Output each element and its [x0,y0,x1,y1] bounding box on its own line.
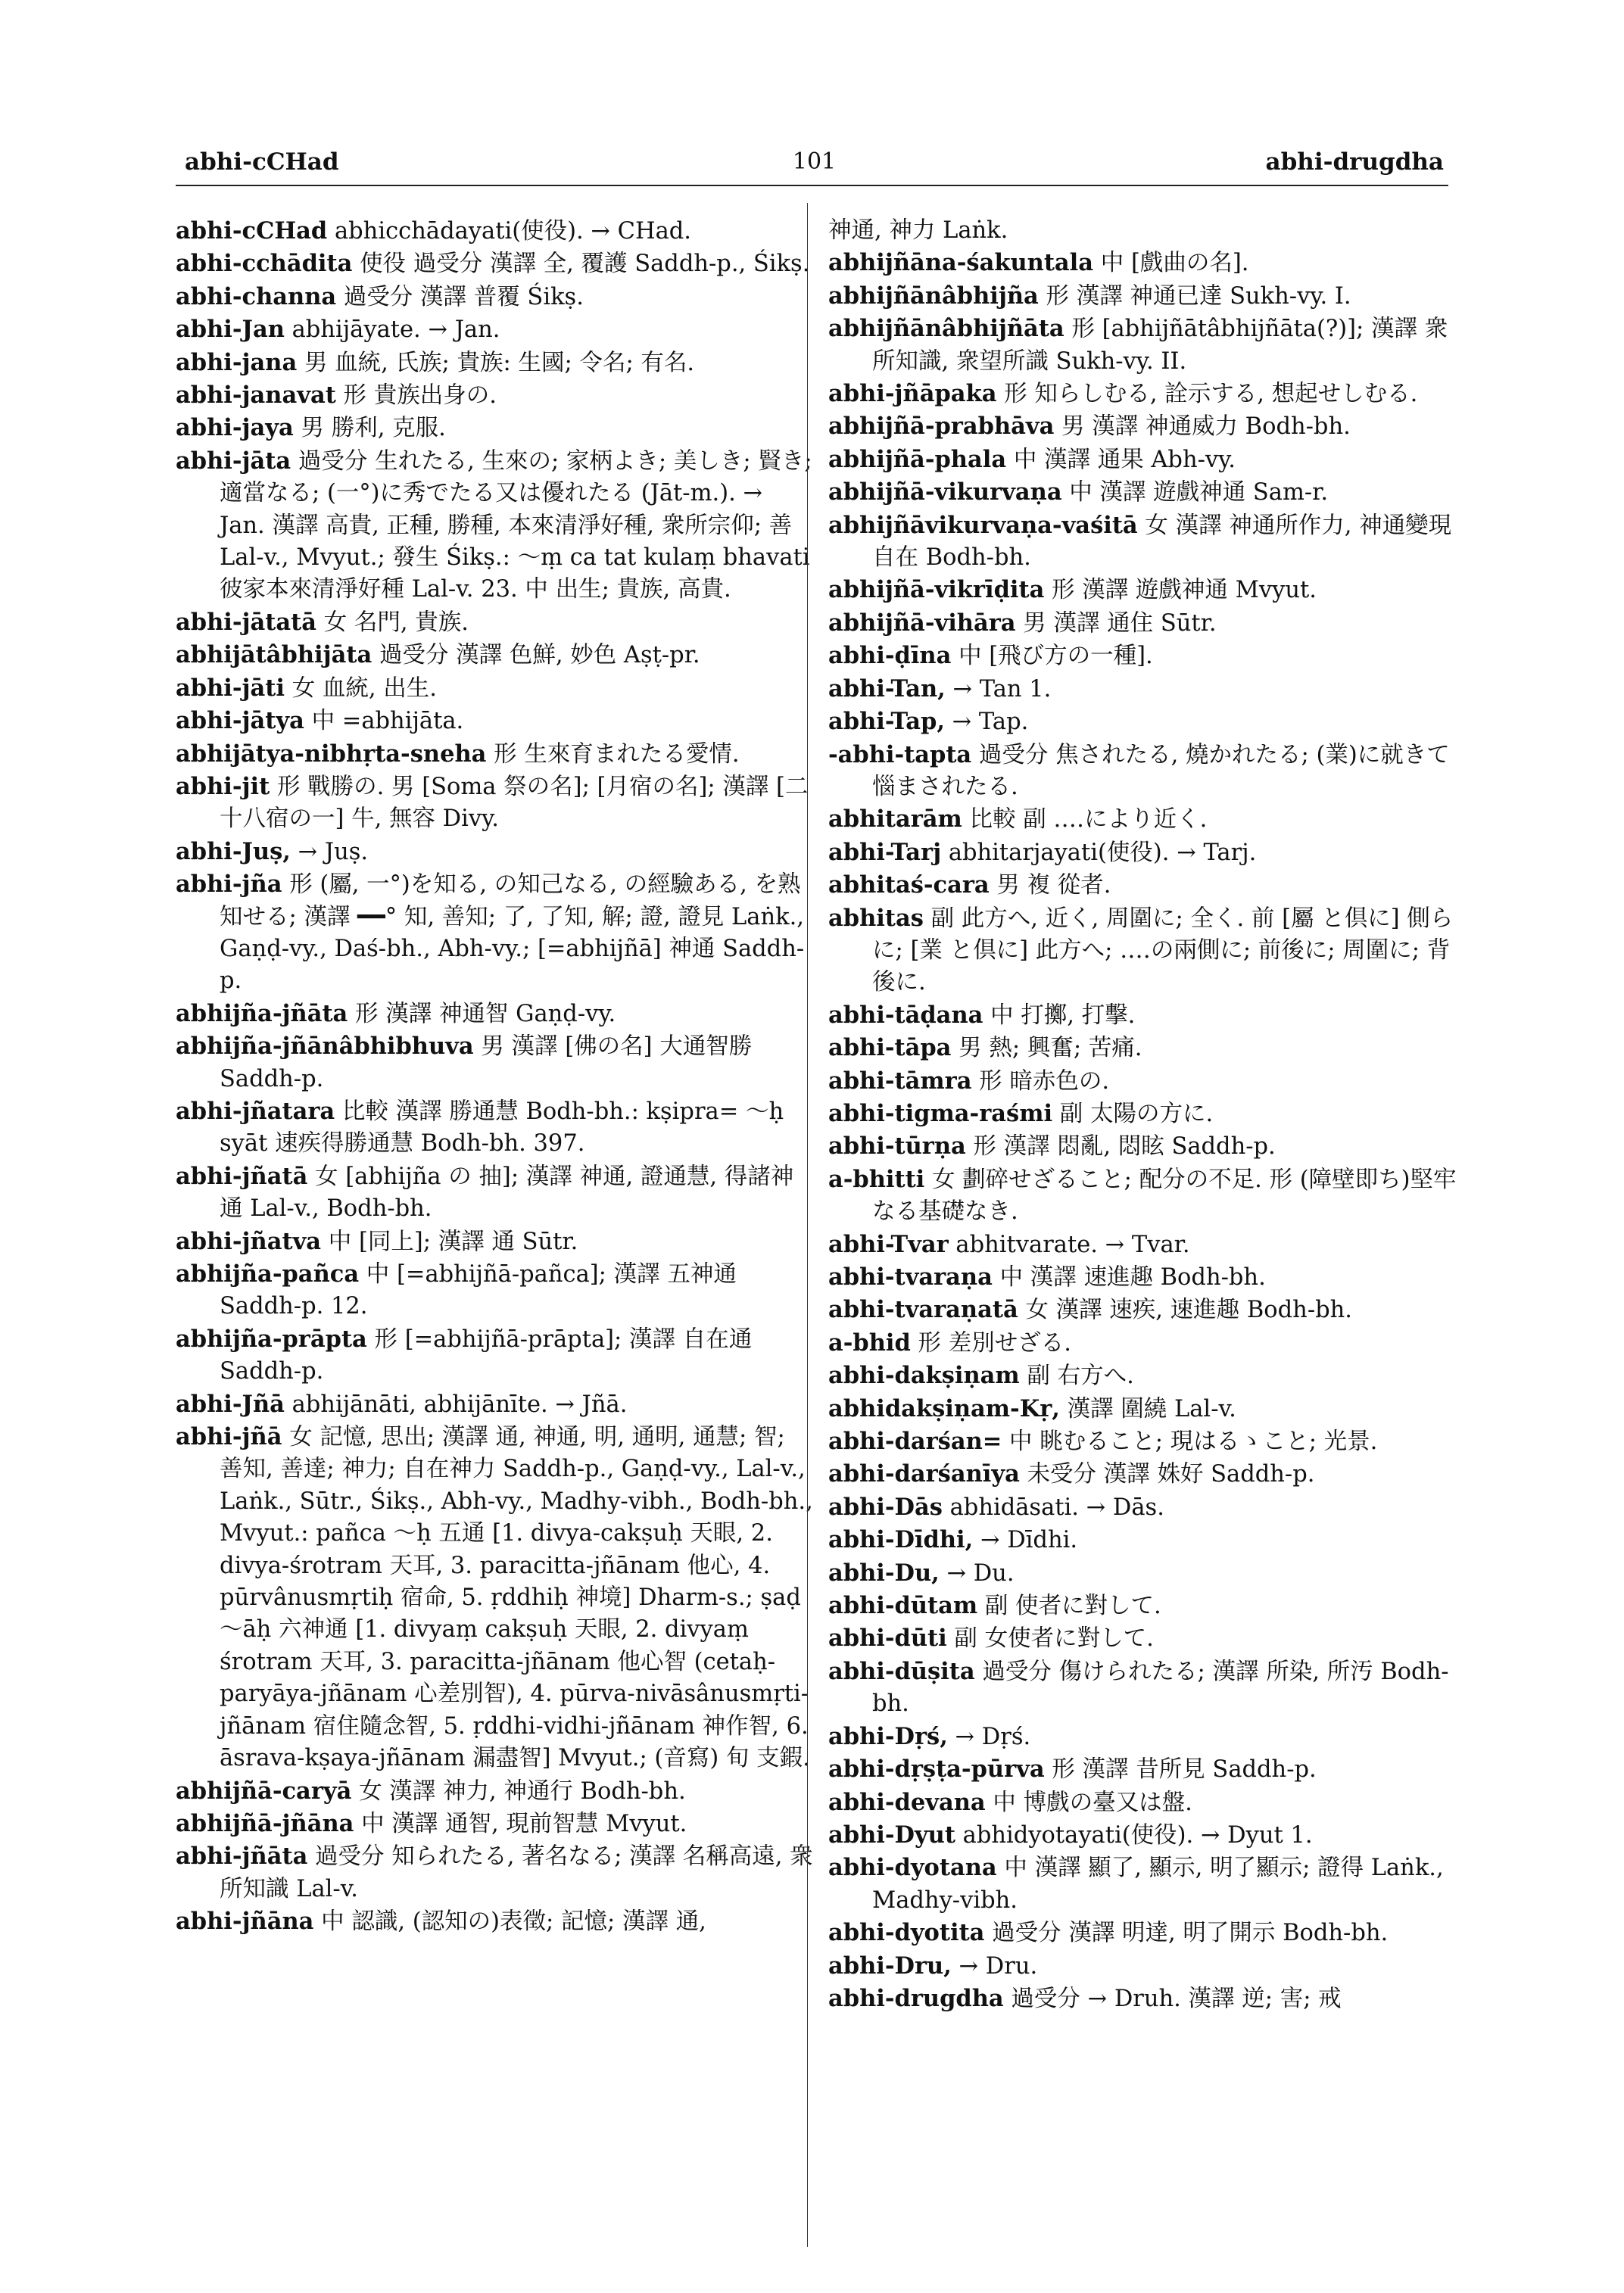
dictionary-entry [176,639,815,671]
entry-definition: 女 漢譯 神通所作力, 神通變現自在 Bodh-bh. [872,512,1452,572]
dictionary-entry [828,1294,1467,1326]
entry-definition: 中 博戲の臺又は盤. [993,1789,1192,1816]
entry-definition: 過受分 生れたる, 生來の; 家柄よき; 美しき; 賢き; 適當なる; (一°)に秀でたる又は優れたる (Jāt-m.). → Jan. 漢譯 高貴, 正種, 勝種, 本來清淨好種, 衆所宗仰; 善 Lal-v., Mvyut.; 發生 Śikṣ.: ～ṃ ca tat kulaṃ bhavati 彼家本來清淨好種 Lal-v. 23. 中 出生; 貴族, 高貴. [220,447,812,603]
headword: abhi-jit [176,772,270,800]
entry-definition: → Juṣ. [298,838,369,865]
headword: abhijñāna-śakuntala [828,249,1094,277]
entry-definition: 形 (屬, 一°)を知る, の知己なる, の經驗ある, を熟知せる; 漢譯 ━━° 知, 善知; 了, 了知, 解; 證, 證見 Laṅk., Gaṇḍ-vy., Daś-bh., Abh-vy.; [=abhijñā] 神通 Saddh-p. [220,871,805,995]
headword: abhidakṣiṇam-Kṛ, [828,1394,1060,1422]
dictionary-entry [828,444,1467,476]
headword: abhi-jana [176,348,298,376]
dictionary-entry [828,869,1467,902]
headword: abhi-jña [176,871,282,899]
dictionary-entry [828,1425,1467,1458]
entry-definition: 男 漢譯 [佛の名] 大通智勝 Saddh-p. [220,1033,753,1092]
dictionary-entry [176,313,815,346]
dictionary-entry [828,640,1467,672]
dictionary-entry [828,706,1467,738]
headword: abhi-jñāta [176,1843,308,1871]
entry-definition: 形 漢譯 神通智 Gaṇḍ-vy. [355,1000,616,1027]
headword: abhi-jaya [176,414,294,442]
headword: abhijātya-nibhṛta-sneha [176,740,487,768]
dictionary-entry [176,705,815,737]
entry-definition: 中 打擲, 打擊. [990,1002,1136,1029]
dictionary-entry [176,412,815,444]
dictionary-entry [176,1388,815,1421]
headword: abhi-Tan, [828,675,946,703]
headword: abhijñā-vikurvaṇa [828,478,1062,506]
entry-definition: 中 漢譯 通果 Abh-vy. [1013,446,1236,473]
header-first-headword: abhi-cCHad [185,148,339,176]
headword: abhi-Tarj [828,838,942,866]
headword: abhijñā-vikrīḍita [828,576,1045,604]
dictionary-entry [176,1840,815,1905]
entry-definition: 漢譯 圍繞 Lal-v. [1067,1395,1236,1422]
headword: abhi-jātatā [176,608,317,636]
dictionary-entry [828,215,1467,247]
headword: abhijñānâbhijña [828,282,1039,310]
dictionary-entry [828,1753,1467,1786]
dictionary-entry [828,1524,1467,1556]
headword: abhijñā-vihāra [828,609,1016,637]
headword: abhijñānâbhijñāta [828,315,1064,343]
dictionary-entry [176,1095,815,1161]
dictionary-entry [828,410,1467,443]
dictionary-entry [828,313,1467,378]
entry-definition: 形 差別せざる. [918,1329,1071,1357]
entry-definition: 過受分 漢譯 色鮮, 妙色 Aṣṭ-pr. [379,642,700,669]
header-rule [176,185,1448,186]
dictionary-entry [828,803,1467,836]
dictionary-entry [176,1323,815,1388]
entry-definition: abhijāyate. → Jan. [291,316,500,344]
dictionary-entry [828,673,1467,706]
entry-definition: 中 認識, (認知の)表徵; 記憶; 漢譯 通, [321,1908,706,1936]
entry-definition: 女 漢譯 神力, 神通行 Bodh-bh. [359,1777,686,1805]
entry-definition: 女 漢譯 速疾, 速進趣 Bodh-bh. [1025,1297,1352,1324]
entry-definition: 中 [同上]; 漢譯 通 Sūtr. [328,1228,578,1255]
entry-definition: 比較 漢譯 勝通慧 Bodh-bh.: kṣipra= ～ḥ syāt 速疾得勝通慧 Bodh-bh. 397. [220,1098,784,1157]
entry-definition: 男 複 從者. [996,872,1111,899]
entry-definition: 中 [=abhijñā-pañca]; 漢譯 五神通 Saddh-p. 12. [220,1261,737,1320]
dictionary-entry [176,445,815,606]
headword: abhi-dyotita [828,1919,985,1947]
entry-definition: 男 漢譯 通住 Sūtr. [1023,609,1217,637]
entry-definition: abhijānāti, abhijānīte. → Jñā. [291,1391,628,1418]
entry-definition: 中 =abhijāta. [311,708,464,735]
dictionary-entry [176,998,815,1030]
headword: abhi-devana [828,1788,986,1816]
entry-definition: 未受分 漢譯 姝好 Saddh-p. [1027,1461,1315,1488]
header-last-headword: abhi-drugdha [1265,148,1444,176]
dictionary-entry [176,215,815,248]
left-column [176,215,815,1939]
dictionary-entry [828,1229,1467,1261]
entry-definition: 過受分 漢譯 普覆 Śikṣ. [343,283,584,310]
entry-definition: → Tap. [952,709,1029,736]
dictionary-entry [176,672,815,705]
headword: abhi-tvaraṇa [828,1263,993,1291]
headword: abhi-Tap, [828,708,945,736]
entry-definition: 女 名門, 貴族. [323,609,469,636]
entry-definition: → Dṛś. [955,1723,1031,1750]
entry-definition: 過受分 知られたる, 著名なる; 漢譯 名稱高遠, 衆所知識 Lal-v. [220,1843,813,1902]
headword: abhi-Dru, [828,1952,952,1980]
headword: abhijña-prāpta [176,1325,367,1353]
dictionary-entry [828,1787,1467,1819]
dictionary-entry [828,1590,1467,1622]
headword: abhi-cCHad [176,217,328,245]
headword: abhi-dūtam [828,1592,978,1620]
headword: abhi-Dīdhi, [828,1526,974,1554]
entry-definition: 形 生來育まれたる愛情. [494,740,740,768]
headword: abhijñā-phala [828,445,1007,473]
dictionary-entry [828,739,1467,804]
headword: abhi-jāti [176,674,285,702]
entry-definition: 過受分 傷けられたる; 漢譯 所染, 所汚 Bodh-bh. [872,1658,1449,1718]
entry-definition: abhidāsati. → Dās. [949,1494,1164,1521]
headword: abhi-tāmra [828,1067,972,1095]
headword: abhi-cchādita [176,250,353,278]
dictionary-entry [828,1656,1467,1721]
dictionary-entry [176,1226,815,1258]
headword: abhi-Jñā [176,1390,285,1418]
dictionary-entry [828,476,1467,509]
headword: abhi-Tvar [828,1230,949,1258]
headword: abhi-tigma-raśmi [828,1099,1053,1127]
dictionary-entry [176,1775,815,1808]
dictionary-entry [176,1808,815,1840]
headword: abhi-janavat [176,382,336,410]
headword: abhijñā-caryā [176,1777,352,1805]
headword: abhijñā-jñāna [176,1809,354,1837]
headword: abhi-jñatara [176,1097,335,1125]
entry-definition: 副 女使者に對して. [954,1625,1154,1653]
headword: abhi-dṛṣṭa-pūrva [828,1756,1045,1784]
dictionary-entry [828,1065,1467,1098]
entry-definition: 形 貴族出身の. [343,382,497,410]
headword: abhi-Juṣ, [176,837,291,865]
entry-definition: 形 漢譯 悶亂, 悶眩 Saddh-p. [973,1133,1276,1161]
entry-definition: 神通, 神力 Laṅk. [828,217,1008,244]
dictionary-entry [176,1421,815,1774]
dictionary-entry [828,1557,1467,1590]
headword: a-bhitti [828,1165,925,1193]
entry-definition: 過受分 焦されたる, 燒かれたる; (業)に就きて惱まされたる. [872,741,1450,800]
entry-definition: 副 此方へ, 近く, 周圍に; 全く. 前 [屬 と倶に] 側らに; [業 と倶に] 此方へ; ‥‥の兩側に; 前後に; 周圍に; 背後に. [872,905,1454,996]
entry-definition: 副 右方へ. [1027,1363,1134,1390]
entry-definition: 副 太陽の方に. [1059,1100,1214,1127]
dictionary-entry [828,378,1467,410]
headword: abhijña-jñānâbhibhuva [176,1033,474,1061]
dictionary-entry [176,738,815,771]
dictionary-entry [828,1393,1467,1425]
headword: abhi-tāḍana [828,1001,983,1029]
entry-definition: 女 血統, 出生. [291,675,437,702]
headword: -abhi-tapta [828,740,972,768]
dictionary-entry [176,281,815,313]
headword: abhi-dūti [828,1625,947,1653]
headword: abhi-Dṛś, [828,1722,948,1750]
dictionary-entry [828,1458,1467,1491]
entry-definition: 形 戰勝の. 男 [Soma 祭の名]; [月宿の名]; 漢譯 [二十八宿の一] 牛, 無容 Divy. [220,773,809,833]
dictionary-entry [828,1819,1467,1852]
column-divider [807,203,808,2247]
dictionary-entry [176,347,815,379]
dictionary-entry [828,1852,1467,1917]
headword: abhitarām [828,805,962,833]
entry-definition: 形 漢譯 遊戲神通 Mvyut. [1052,577,1317,604]
entry-definition: 女 劃碎せざること; 配分の不足. 形 (障壁即ち)堅牢なる基礎なき. [872,1166,1457,1226]
headword: abhi-jñāpaka [828,380,997,408]
entry-definition: abhidyotayati(使役). → Dyut 1. [962,1821,1313,1849]
entry-definition: 女 記憶, 思出; 漢譯 通, 神通, 明, 通明, 通慧; 智; 善知, 善達; 神力; 自在神力 Saddh-p., Gaṇḍ-vy., Lal-v., Laṅk., Sūtr., Śikṣ., Abh-vy., Madhy-vibh., Bodh-bh., Mvyut.: pañca ～ḥ 五通 [1. divya-cakṣuḥ 天眼, 2. divya-śrotram 天耳, 3. paracitta-jñānam 他心, 4. pūrvânusmṛtiḥ 宿命, 5. ṛddhiḥ 神境] Dharm-s.; ṣaḍ ～āḥ 六神通 [1. divyaṃ cakṣuḥ 天眼, 2. divyaṃ śrotram 天耳, 3. paracitta-jñānam 他心智 (cetaḥ-paryāya-jñānam 心差別智), 4. pūrva-nivāsânusmṛti-jñānam 宿住隨念智, 5. ṛddhi-vidhi-jñānam 神作智, 6. āsrava-kṣaya-jñānam 漏盡智] Mvyut.; (音寫) 旬 支鍜. [220,1424,813,1772]
dictionary-entry [828,574,1467,606]
entry-definition: → Dru. [959,1952,1038,1980]
headword: abhijña-jñāta [176,999,348,1027]
dictionary-entry [828,1327,1467,1360]
dictionary-entry [828,902,1467,999]
entry-definition: 使役 過受分 漢譯 全, 覆護 Saddh-p., Śikṣ. [360,251,810,278]
headword: a-bhid [828,1329,911,1357]
dictionary-entry [828,1491,1467,1524]
dictionary-entry [176,248,815,280]
entry-definition: → Tan 1. [952,675,1052,703]
headword: abhi-tūrṇa [828,1132,966,1161]
dictionary-entry [828,1032,1467,1064]
entry-definition: 中 漢譯 通智, 現前智慧 Mvyut. [361,1810,687,1837]
dictionary-entry [176,1905,815,1938]
headword: abhi-channa [176,282,337,310]
dictionary-entry [176,379,815,412]
dictionary-entry [176,868,815,998]
entry-definition: abhitarjayati(使役). → Tarj. [948,839,1257,866]
entry-definition: abhicchādayati(使役). → CHad. [334,218,691,245]
headword: abhijña-pañca [176,1260,360,1288]
dictionary-entry [176,1161,815,1226]
right-column [828,215,1467,2015]
entry-definition: 中 [戲曲の名]. [1100,250,1249,277]
entry-definition: 中 漢譯 遊戲神通 Sam-r. [1069,479,1329,506]
entry-definition: 形 [abhijñātâbhijñāta(?)]; 漢譯 衆所知識, 衆望所識 Sukh-vy. II. [872,316,1448,375]
headword: abhi-jñatā [176,1162,308,1190]
entry-definition: 過受分 → Druh. 漢譯 逆; 害; 戒 [1011,1985,1342,2012]
headword: abhi-dyotana [828,1854,997,1882]
entry-definition: 中 漢譯 速進趣 Bodh-bh. [999,1264,1266,1291]
entry-definition: 中 眺むること; 現はるゝこと; 光景. [1009,1428,1378,1456]
entry-definition: 形 漢譯 神通已達 Sukh-vy. I. [1046,282,1351,310]
headword: abhi-jñatva [176,1227,322,1255]
headword: abhi-tāpa [828,1034,952,1062]
headword: abhi-Dyut [828,1821,955,1849]
headword: abhi-darśan= [828,1428,1002,1456]
dictionary-entry [828,509,1467,575]
headword: abhi-drugdha [828,1984,1004,2012]
headword: abhi-jñāna [176,1908,314,1936]
dictionary-entry [828,999,1467,1032]
dictionary-entry [828,1261,1467,1294]
entry-definition: abhitvarate. → Tvar. [955,1231,1190,1258]
dictionary-entry [828,1950,1467,1983]
dictionary-entry [176,836,815,868]
headword: abhi-dakṣiṇam [828,1362,1020,1390]
headword: abhitas [828,904,924,932]
dictionary-entry [828,280,1467,313]
entry-definition: 過受分 漢譯 明達, 明了開示 Bodh-bh. [992,1920,1389,1947]
entry-definition: → Du. [946,1559,1015,1587]
headword: abhitaś-cara [828,871,990,899]
headword: abhi-darśanīya [828,1460,1020,1488]
entry-definition: 形 [=abhijñā-prāpta]; 漢譯 自在通 Saddh-p. [220,1326,753,1385]
headword: abhi-Dās [828,1493,943,1521]
headword: abhi-jñā [176,1423,282,1451]
headword: abhi-jātya [176,707,304,735]
dictionary-entry [828,1130,1467,1163]
headword: abhijātâbhijāta [176,641,372,669]
entry-definition: 男 熱; 興奮; 苦痛. [959,1035,1142,1062]
entry-definition: 女 [abhijña の 抽]; 漢譯 神通, 證通慧, 得諸神通 Lal-v., Bodh-bh. [220,1163,794,1223]
entry-definition: 男 勝利, 克服. [301,415,446,442]
dictionary-entry [828,1721,1467,1753]
entry-definition: 中 [飛び方の一種]. [959,643,1153,670]
entry-definition: 形 暗赤色の. [979,1067,1110,1095]
dictionary-entry [828,1622,1467,1655]
entry-definition: 形 漢譯 昔所見 Saddh-p. [1052,1756,1317,1784]
dictionary-entry [828,1917,1467,1949]
headword: abhi-tvaraṇatā [828,1296,1018,1324]
dictionary-entry [176,1030,815,1095]
headword: abhijñā-prabhāva [828,413,1055,441]
dictionary-entry [828,1098,1467,1130]
entry-definition: 比較 副 ‥‥により近く. [969,806,1208,833]
dictionary-entry [828,1164,1467,1229]
entry-definition: → Dīdhi. [980,1527,1078,1554]
entry-definition: 男 血統, 氏族; 貴族: 生國; 令名; 有名. [304,349,695,376]
headword: abhijñāvikurvaṇa-vaśitā [828,511,1138,539]
headword: abhi-jāta [176,447,291,475]
entry-definition: 形 知らしむる, 詮示する, 想起せしむる. [1004,381,1418,408]
entry-definition: 副 使者に對して. [984,1593,1161,1620]
dictionary-entry [828,1360,1467,1392]
entry-definition: 男 漢譯 神通威力 Bodh-bh. [1061,413,1351,441]
page-number: 101 [792,148,837,175]
running-header [185,148,1444,182]
headword: abhi-Du, [828,1559,940,1587]
headword: abhi-dūṣita [828,1657,975,1685]
dictionary-entry [828,247,1467,279]
dictionary-entry [828,1983,1467,2015]
headword: abhi-ḍīna [828,642,952,670]
dictionary-entry [176,1258,815,1323]
dictionary-entry [176,606,815,639]
headword: abhi-Jan [176,316,285,344]
entry-definition: 中 漢譯 顯了, 顯示, 明了顯示; 證得 Laṅk., Madhy-vibh. [872,1855,1444,1914]
dictionary-entry [176,771,815,836]
dictionary-entry [828,607,1467,640]
dictionary-entry [828,837,1467,869]
